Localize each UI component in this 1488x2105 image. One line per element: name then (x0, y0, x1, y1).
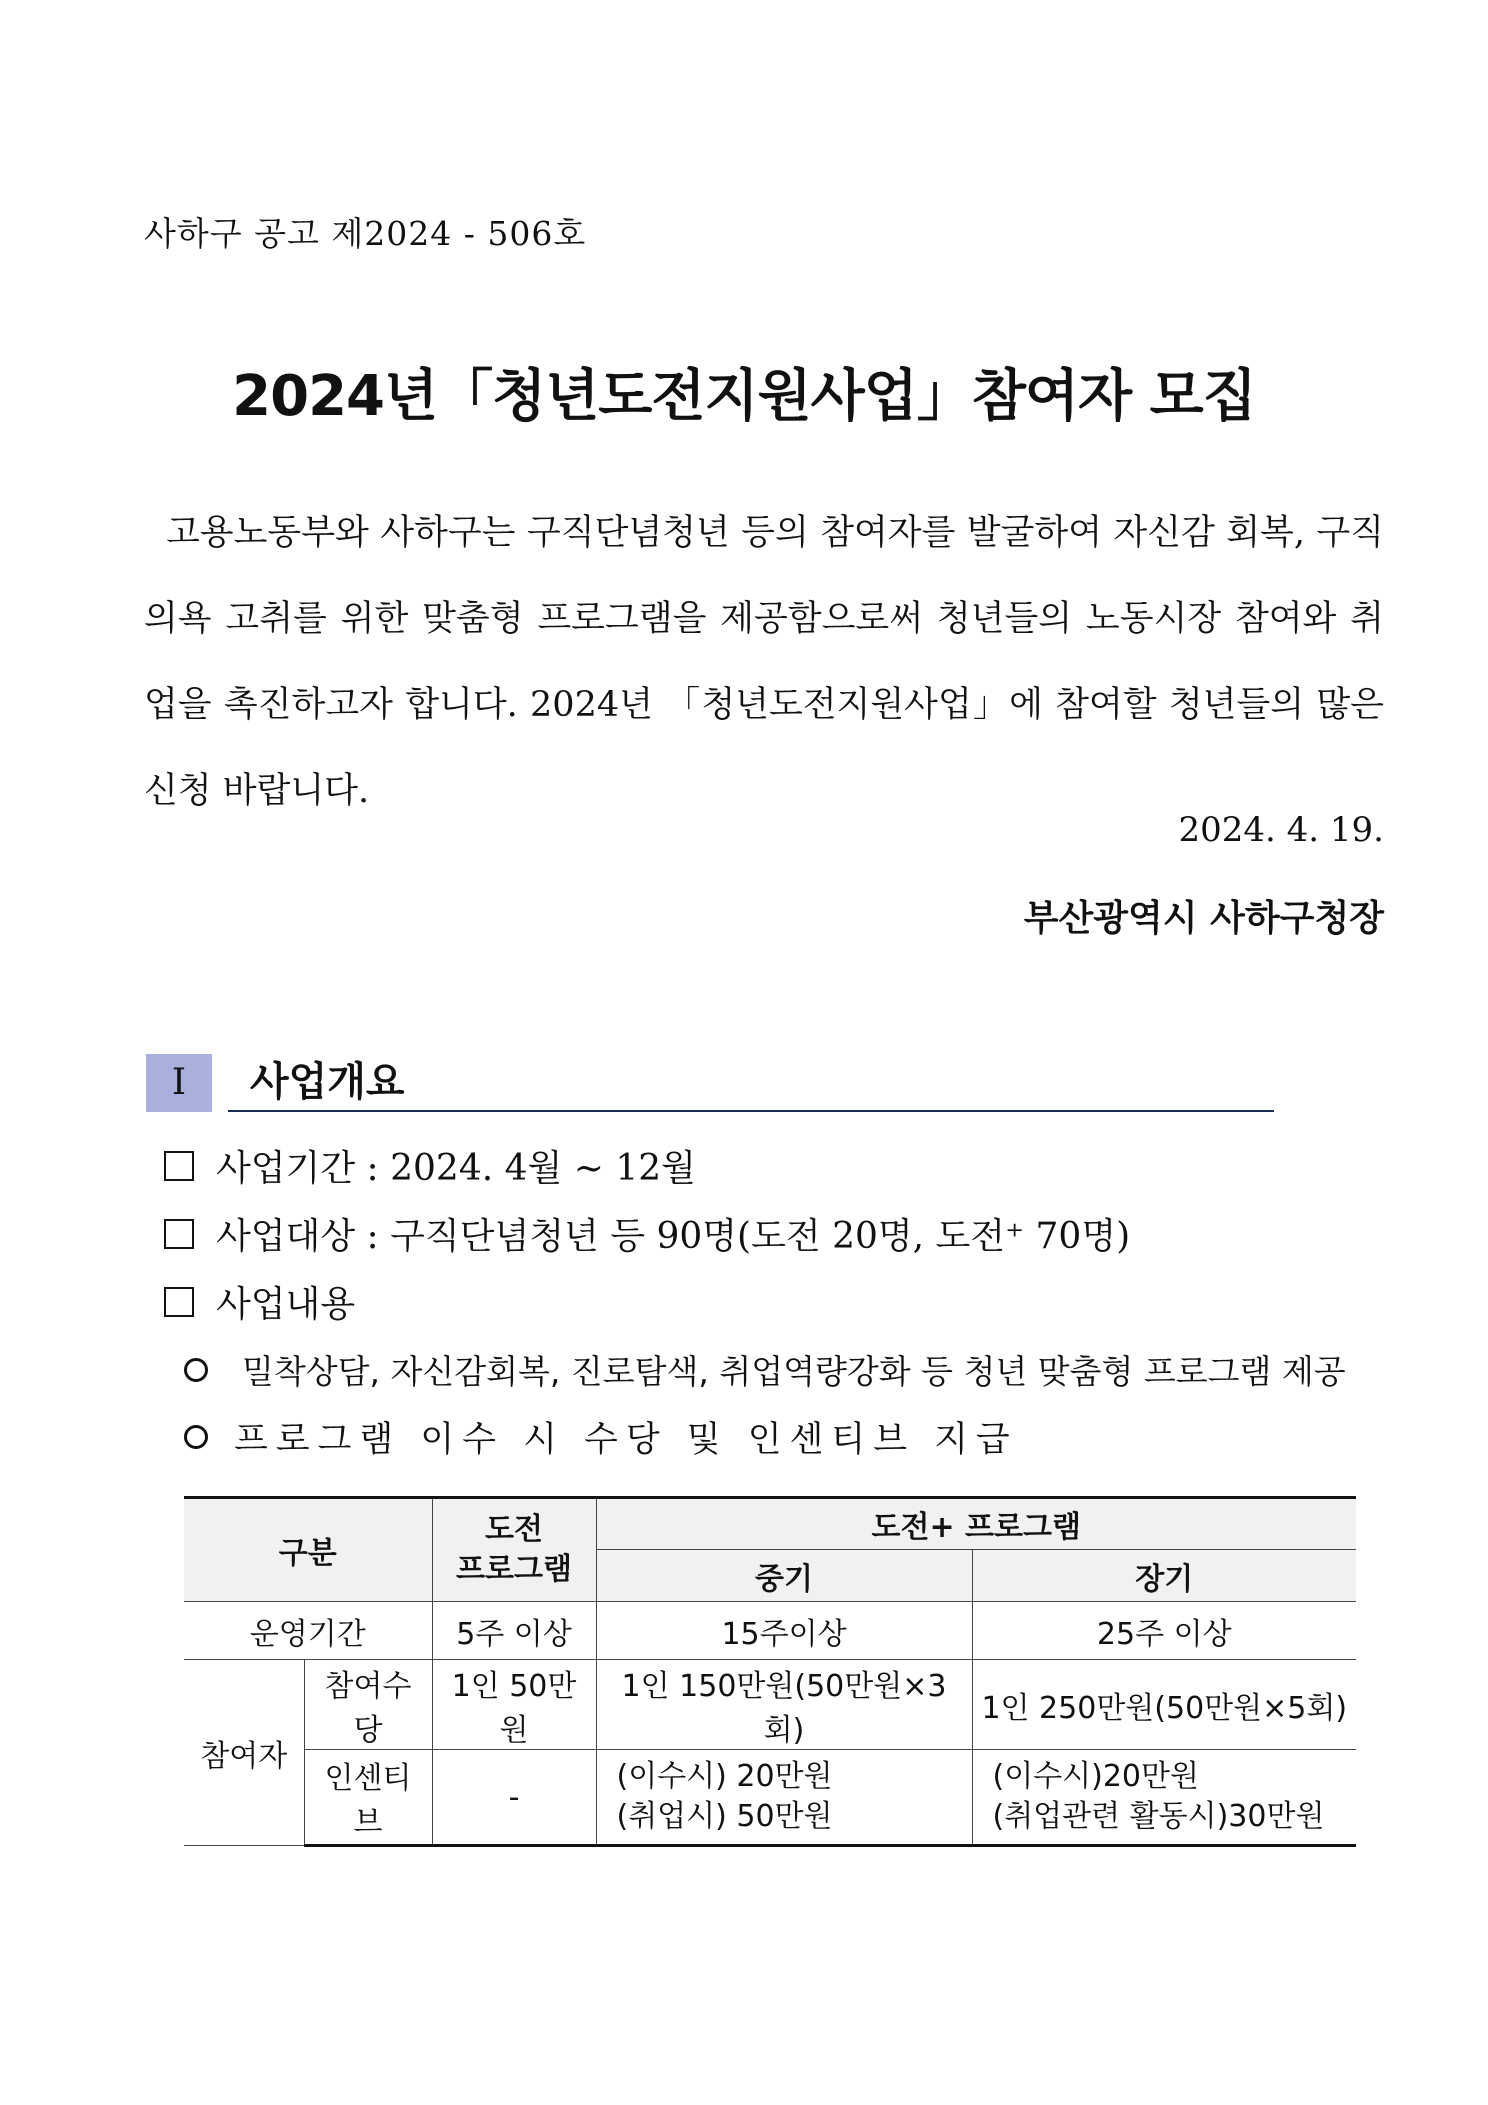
header-long-term: 장기 (972, 1550, 1356, 1602)
table-cell (972, 1750, 1356, 1846)
table-cell: - (432, 1750, 596, 1846)
header-challenge: 도전 프로그램 (432, 1498, 596, 1602)
intro-text: 고용노동부와 사하구는 구직단념청년 등의 참여자를 발굴하여 자신감 회복, 구직의욕 고취를 위한 맞춤형 프로그램을 제공함으로써 청년들의 노동시장 참여와 취업을 촉진하고자 합니다. 2024년 「청년도전지원사업」에 참여할 청년들의 많은 신청 바랍니다. (144, 513, 1384, 811)
bullet-text: 밀착상담, 자신감회복, 진로탐색, 취업역량강화 등 청년 맞춤형 프로그램 제공 (242, 1352, 1346, 1391)
cell-line: (이수시)20만원 (992, 1759, 1199, 1794)
item-target-text: 사업대상 : 구직단념청년 등 90명(도전 20명, 도전⁺ 70명) (216, 1216, 1131, 1257)
cell-line: (취업관련 활동시)30만원 (992, 1799, 1325, 1834)
checkbox-square-icon (164, 1219, 194, 1249)
notice-date: 2024. 4. 19. (1178, 810, 1384, 850)
bullet-text: 프로그램 이수 시 수당 및 인센티브 지급 (234, 1420, 1018, 1460)
circle-bullet-icon (184, 1358, 208, 1382)
table-cell: 5주 이상 (432, 1602, 596, 1660)
notice-number: 사하구 공고 제2024 - 506호 (144, 214, 587, 253)
circle-bullet-icon (184, 1425, 208, 1449)
checkbox-square-icon (164, 1287, 194, 1317)
table-cell: 1인 50만원 (432, 1660, 596, 1750)
table-cell: 1인 250만원(50만원×5회) (972, 1660, 1356, 1750)
header-mid-term: 중기 (596, 1550, 972, 1602)
header-challenge-plus: 도전+ 프로그램 (596, 1498, 1356, 1550)
table-row (184, 1660, 1356, 1750)
issuer: 부산광역시 사하구청장 (1023, 897, 1384, 939)
section-underline (228, 1110, 1274, 1112)
row-sublabel: 참여수당 (304, 1660, 432, 1750)
item-content-text: 사업내용 (216, 1284, 356, 1325)
row-sublabel: 인센티브 (304, 1750, 432, 1846)
row-label: 운영기간 (184, 1602, 432, 1660)
section-number: Ⅰ (146, 1054, 212, 1112)
intro-paragraph (144, 490, 1384, 834)
header-category: 구분 (184, 1498, 432, 1602)
item-content (164, 1276, 355, 1327)
cell-line: (이수시) 20만원 (616, 1759, 833, 1794)
table-header-row (184, 1498, 1356, 1550)
checkbox-square-icon (164, 1151, 194, 1181)
document-title: 2024년「청년도전지원사업」참여자 모집 (232, 364, 1256, 429)
row-label: 참여자 (184, 1660, 304, 1846)
table-row (184, 1750, 1356, 1846)
table-cell: 25주 이상 (972, 1602, 1356, 1660)
table-cell (596, 1750, 972, 1846)
cell-line: (취업시) 50만원 (616, 1799, 833, 1834)
bullet-item (184, 1346, 1346, 1393)
section-title: 사업개요 (250, 1059, 405, 1105)
bullet-item (184, 1412, 1018, 1462)
support-table (184, 1496, 1356, 1847)
item-period-text: 사업기간 : 2024. 4월 ~ 12월 (216, 1148, 696, 1189)
table-cell: 15주이상 (596, 1602, 972, 1660)
item-target (164, 1208, 1130, 1259)
item-period (164, 1140, 696, 1191)
table-cell: 1인 150만원(50만원×3회) (596, 1660, 972, 1750)
table-row (184, 1602, 1356, 1660)
